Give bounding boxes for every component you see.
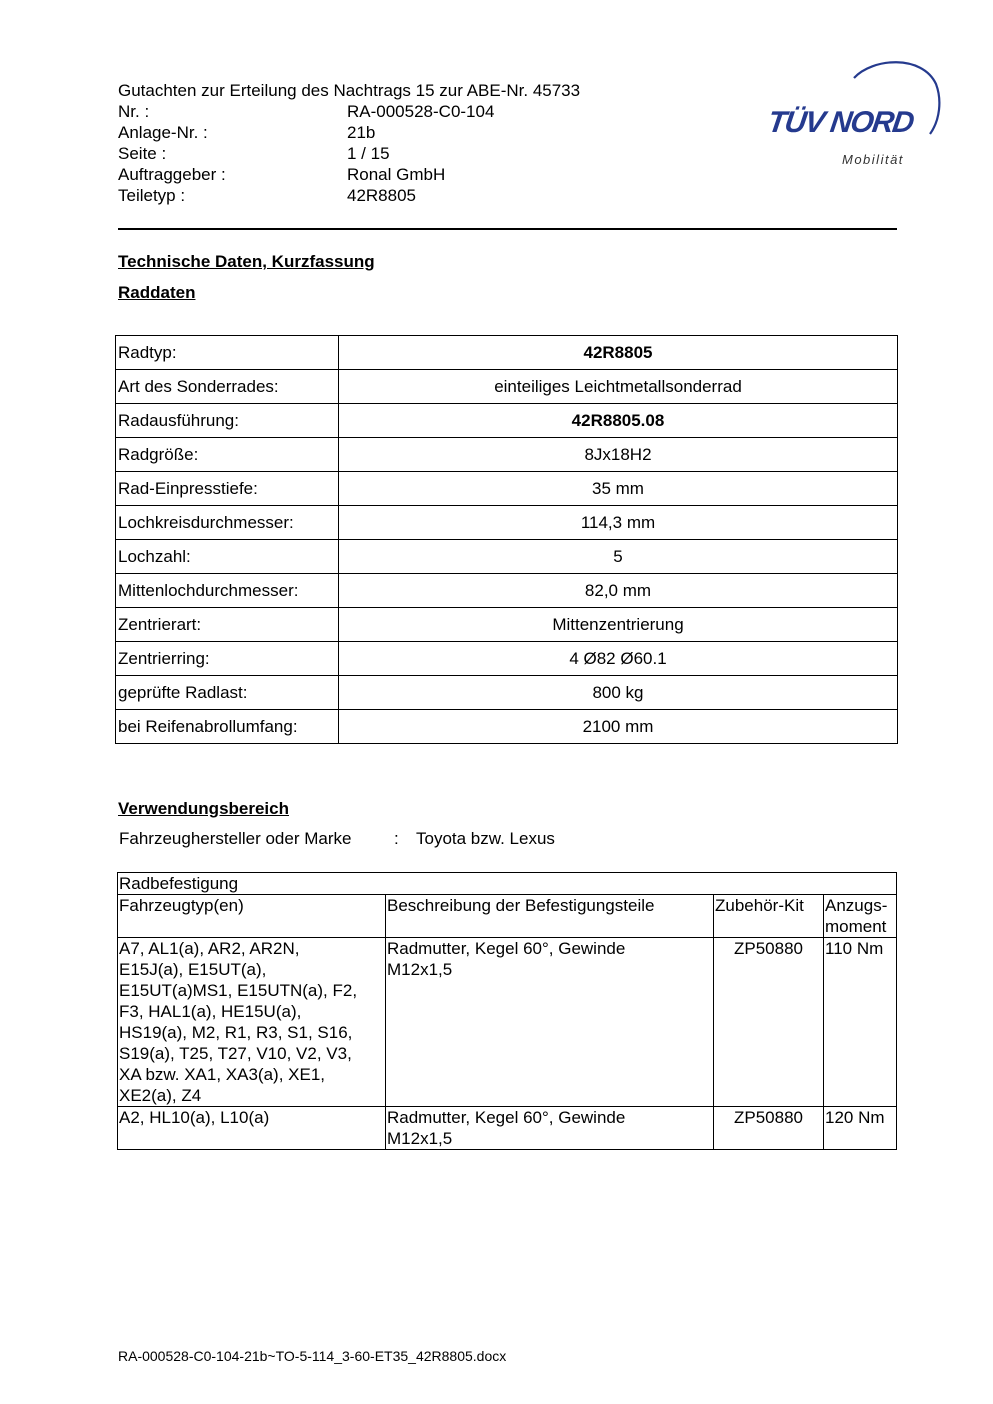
mount-caption: Radbefestigung xyxy=(118,873,897,895)
document-title: Gutachten zur Erteilung des Nachtrags 15 zur ABE-Nr. 45733 xyxy=(118,81,581,100)
meta-value: RA-000528-C0-104 xyxy=(347,102,495,121)
vehicle-types-line: E15J(a), E15UT(a), xyxy=(119,960,267,979)
wheel-data-row xyxy=(116,370,898,404)
description-cell xyxy=(386,1107,714,1150)
wheel-data-value: Mittenzentrierung xyxy=(339,608,898,642)
meta-label: Auftraggeber : xyxy=(118,165,226,184)
wheel-data-value: 4 Ø82 Ø60.1 xyxy=(339,642,898,676)
vehicle-types-line: A7, AL1(a), AR2, AR2N, xyxy=(119,939,300,958)
mount-row xyxy=(118,1107,897,1150)
wheel-data-label: geprüfte Radlast: xyxy=(116,676,339,710)
vehicle-types-line: XA bzw. XA1, XA3(a), XE1, xyxy=(119,1065,325,1084)
wheel-data-row xyxy=(116,710,898,744)
footer-filename: RA-000528-C0-104-21b~TO-5-114_3-60-ET35_42R8805.docx xyxy=(118,1348,507,1364)
wheel-data-row xyxy=(116,506,898,540)
wheel-data-row xyxy=(116,472,898,506)
wheel-data-label: Zentrierart: xyxy=(116,608,339,642)
wheel-data-row xyxy=(116,574,898,608)
usage-area-heading: Verwendungsbereich xyxy=(118,799,289,818)
vehicle-types-line: A2, HL10(a), L10(a) xyxy=(119,1108,270,1127)
description-line: M12x1,5 xyxy=(387,960,453,979)
vehicle-types-line: HS19(a), M2, R1, R3, S1, S16, xyxy=(119,1023,353,1042)
wheel-data-value: 8Jx18H2 xyxy=(339,438,898,472)
header-divider xyxy=(118,228,897,230)
wheel-data-table xyxy=(115,335,898,744)
technical-data-heading: Technische Daten, Kurzfassung xyxy=(118,252,375,271)
vehicle-types-cell xyxy=(118,1107,386,1150)
mount-row xyxy=(118,938,897,1107)
manufacturer-line xyxy=(119,829,555,849)
meta-value: 21b xyxy=(347,123,376,142)
meta-row xyxy=(118,143,638,164)
manufacturer-separator: : xyxy=(394,829,399,848)
vehicle-types-line: F3, HAL1(a), HE15U(a), xyxy=(119,1002,302,1021)
wheel-data-row xyxy=(116,642,898,676)
description-line: Radmutter, Kegel 60°, Gewinde xyxy=(387,939,626,958)
manufacturer-label: Fahrzeughersteller oder Marke xyxy=(119,829,352,848)
mount-caption-row xyxy=(118,873,897,895)
manufacturer-value: Toyota bzw. Lexus xyxy=(416,829,555,848)
vehicle-types-line: S19(a), T25, T27, V10, V2, V3, xyxy=(119,1044,352,1063)
wheel-data-label: Lochkreisdurchmesser: xyxy=(116,506,339,540)
meta-label: Teiletyp : xyxy=(118,186,186,205)
description-line: Radmutter, Kegel 60°, Gewinde xyxy=(387,1108,626,1127)
wheel-data-value: 800 kg xyxy=(339,676,898,710)
kit-cell: ZP50880 xyxy=(714,938,824,1107)
meta-value: 42R8805 xyxy=(347,186,417,205)
wheel-data-value: 35 mm xyxy=(339,472,898,506)
meta-label: Nr. : xyxy=(118,102,150,121)
wheel-data-row xyxy=(116,404,898,438)
wheel-data-value: 114,3 mm xyxy=(339,506,898,540)
header-meta xyxy=(118,101,638,206)
wheel-data-value: 5 xyxy=(339,540,898,574)
meta-value: Ronal GmbH xyxy=(347,165,446,184)
header-moment-line2: moment xyxy=(825,917,887,936)
wheel-data-value: einteiliges Leichtmetallsonderrad xyxy=(339,370,898,404)
mount-header-row xyxy=(118,895,897,938)
meta-label: Anlage-Nr. : xyxy=(118,123,208,142)
logo-subtitle: Mobilität xyxy=(842,152,904,167)
wheel-data-label: Lochzahl: xyxy=(116,540,339,574)
meta-row xyxy=(118,122,638,143)
header-moment xyxy=(824,895,897,938)
wheel-data-heading: Raddaten xyxy=(118,283,196,302)
wheel-data-row xyxy=(116,540,898,574)
header-description: Beschreibung der Befestigungsteile xyxy=(386,895,714,938)
moment-cell: 120 Nm xyxy=(824,1107,897,1150)
meta-row xyxy=(118,164,638,185)
vehicle-types-line: E15UT(a)MS1, E15UTN(a), F2, xyxy=(119,981,358,1000)
wheel-data-row xyxy=(116,336,898,370)
wheel-data-label: Radtyp: xyxy=(116,336,339,370)
wheel-data-value: 82,0 mm xyxy=(339,574,898,608)
vehicle-types-cell xyxy=(118,938,386,1107)
description-cell xyxy=(386,938,714,1107)
tuv-nord-logo xyxy=(762,58,942,170)
wheel-data-label: Mittenlochdurchmesser: xyxy=(116,574,339,608)
meta-label: Seite : xyxy=(118,144,167,163)
moment-cell: 110 Nm xyxy=(824,938,897,1107)
meta-row xyxy=(118,185,638,206)
description-line: M12x1,5 xyxy=(387,1129,453,1148)
wheel-data-label: Art des Sonderrades: xyxy=(116,370,339,404)
wheel-data-value: 42R8805.08 xyxy=(339,404,898,438)
kit-cell: ZP50880 xyxy=(714,1107,824,1150)
wheel-mounting-table xyxy=(117,872,897,1150)
vehicle-types-line: XE2(a), Z4 xyxy=(119,1086,202,1105)
wheel-data-row xyxy=(116,676,898,710)
wheel-data-row xyxy=(116,608,898,642)
document-header xyxy=(118,80,638,206)
meta-row xyxy=(118,101,638,122)
wheel-data-value: 2100 mm xyxy=(339,710,898,744)
meta-value: 1 / 15 xyxy=(347,144,390,163)
header-kit: Zubehör-Kit xyxy=(714,895,824,938)
wheel-data-label: bei Reifenabrollumfang: xyxy=(116,710,339,744)
wheel-data-value: 42R8805 xyxy=(339,336,898,370)
wheel-data-row xyxy=(116,438,898,472)
wheel-data-label: Rad-Einpresstiefe: xyxy=(116,472,339,506)
logo-text: TÜV NORD xyxy=(765,106,916,139)
wheel-data-label: Radgröße: xyxy=(116,438,339,472)
wheel-data-label: Zentrierring: xyxy=(116,642,339,676)
header-moment-line1: Anzugs- xyxy=(825,896,888,915)
header-vehicle-type: Fahrzeugtyp(en) xyxy=(118,895,386,938)
wheel-data-label: Radausführung: xyxy=(116,404,339,438)
